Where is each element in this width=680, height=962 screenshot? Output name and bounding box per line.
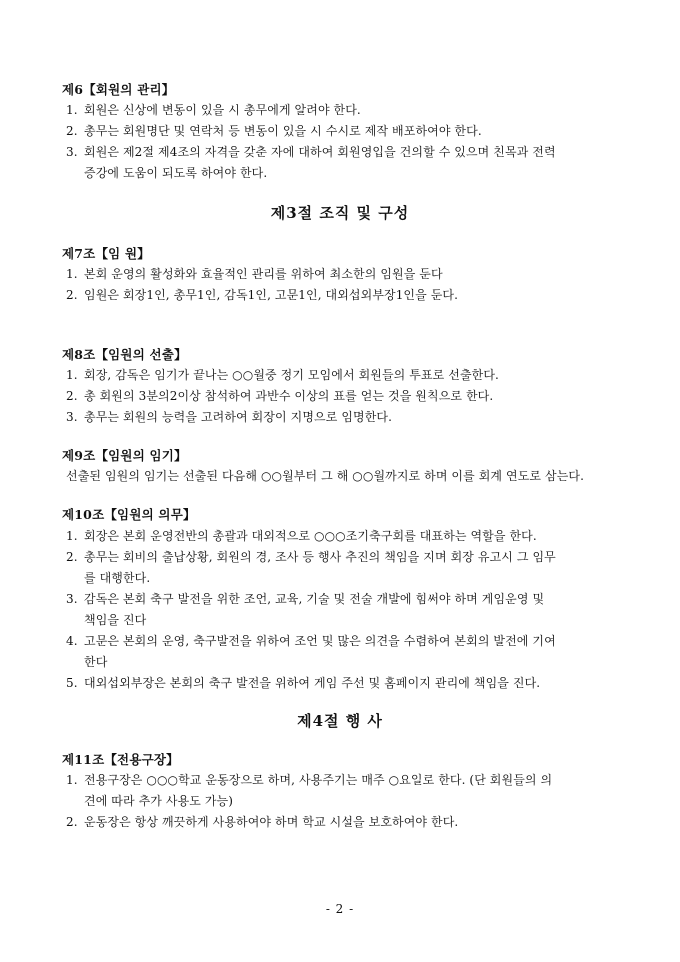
article-11-item-1	[66, 771, 552, 788]
article-8-item-2	[66, 387, 493, 404]
article-7-item-1	[66, 265, 443, 282]
article-7-item-2	[66, 286, 458, 303]
item-number: 1.	[66, 103, 78, 117]
article-10-item-2-cont: 를 대행한다.	[84, 571, 151, 585]
item-number: 1.	[66, 529, 78, 543]
item-number: 2.	[66, 815, 78, 829]
item-text: 총무는 회비의 출납상황, 회원의 경, 조사 등 행사 추진의 책임을 지며 회장 유고시 그 임무	[84, 550, 556, 564]
article-10-title: 제10조【임원의 의무】	[62, 507, 196, 522]
article-6-item-3	[66, 143, 556, 160]
item-number: 3.	[66, 145, 78, 159]
item-number: 2.	[66, 288, 78, 302]
article-10-item-2	[66, 548, 556, 565]
article-10-item-5	[66, 674, 540, 691]
item-number: 2.	[66, 124, 78, 138]
item-text: 총 회원의 3분의2이상 참석하여 과반수 이상의 표를 얻는 것을 원칙으로 한다.	[84, 389, 494, 403]
item-number: 3.	[66, 410, 78, 424]
item-number: 2.	[66, 550, 78, 564]
item-text: 총무는 회원명단 및 연락처 등 변동이 있을 시 수시로 제작 배포하여야 한다.	[84, 124, 482, 138]
article-6-title: 제6【회원의 관리】	[62, 82, 175, 97]
item-text: 회원은 제2절 제4조의 자격을 갖춘 자에 대하여 회원영입을 건의할 수 있으며 친목과 전력	[84, 145, 556, 159]
article-11-item-1-cont: 견에 따라 추가 사용도 가능)	[84, 794, 234, 808]
article-10-item-3-cont: 책임을 진다	[84, 613, 147, 627]
item-number: 1.	[66, 267, 78, 281]
article-6-item-3-cont: 증강에 도움이 되도록 하여야 한다.	[84, 166, 268, 180]
article-10-item-3	[66, 590, 544, 607]
item-number: 1.	[66, 773, 78, 787]
item-number: 4.	[66, 634, 78, 648]
item-text: 운동장은 항상 깨끗하게 사용하여야 하며 학교 시설을 보호하여야 한다.	[84, 815, 459, 829]
article-11-title: 제11조【전용구장】	[62, 752, 179, 767]
item-text: 감독은 본회 축구 발전을 위한 조언, 교육, 기술 및 전술 개발에 힘써야 하며 게임운영 및	[84, 592, 545, 606]
article-6-item-1	[66, 101, 361, 118]
article-6-item-2	[66, 122, 482, 139]
article-8-title: 제8조【임원의 선출】	[62, 347, 187, 362]
item-text: 회장, 감독은 임기가 끝나는 ○○월중 정기 모임에서 회원들의 투표로 선출한다.	[84, 368, 499, 382]
article-7-title: 제7조【임 원】	[62, 246, 150, 261]
article-10-item-4-cont: 한다	[84, 655, 108, 669]
article-10-item-4	[66, 632, 556, 649]
section-4-heading: 제4절 행 사	[297, 712, 383, 730]
item-text: 회원은 신상에 변동이 있을 시 총무에게 알려야 한다.	[84, 103, 361, 117]
article-9-title: 제9조【임원의 임기】	[62, 448, 187, 463]
article-11-item-2	[66, 813, 458, 830]
item-text: 총무는 회원의 능력을 고려하여 회장이 지명으로 임명한다.	[84, 410, 393, 424]
item-number: 3.	[66, 592, 78, 606]
item-text: 대외섭외부장은 본회의 축구 발전을 위하여 게임 주선 및 홈페이지 관리에 책임을 진다.	[84, 676, 541, 690]
item-number: 2.	[66, 389, 78, 403]
section-3-heading: 제3절 조직 및 구성	[270, 204, 410, 222]
article-10-item-1	[66, 527, 537, 544]
article-8-item-1	[66, 366, 499, 383]
item-text: 본회 운영의 활성화와 효율적인 관리를 위하여 최소한의 임원을 둔다	[84, 267, 443, 281]
item-text: 임원은 회장1인, 총무1인, 감독1인, 고문1인, 대외섭외부장1인을 둔다.	[84, 288, 459, 302]
article-9-text: 선출된 임원의 임기는 선출된 다음해 ○○월부터 그 해 ○○월까지로 하며 이를 회계 연도로 삼는다.	[66, 469, 584, 483]
item-text: 고문은 본회의 운영, 축구발전을 위하여 조언 및 많은 의견을 수렴하여 본회의 발전에 기여	[84, 634, 556, 648]
page-number: - 2 -	[325, 902, 355, 916]
item-number: 1.	[66, 368, 78, 382]
item-text: 전용구장은 ○○○학교 운동장으로 하며, 사용주기는 매주 ○요일로 한다. (단 회원들의 의	[84, 773, 553, 787]
article-8-item-3	[66, 408, 392, 425]
item-text: 회장은 본회 운영전반의 총괄과 대외적으로 ○○○조기축구회를 대표하는 역할을 한다.	[84, 529, 537, 543]
item-number: 5.	[66, 676, 78, 690]
